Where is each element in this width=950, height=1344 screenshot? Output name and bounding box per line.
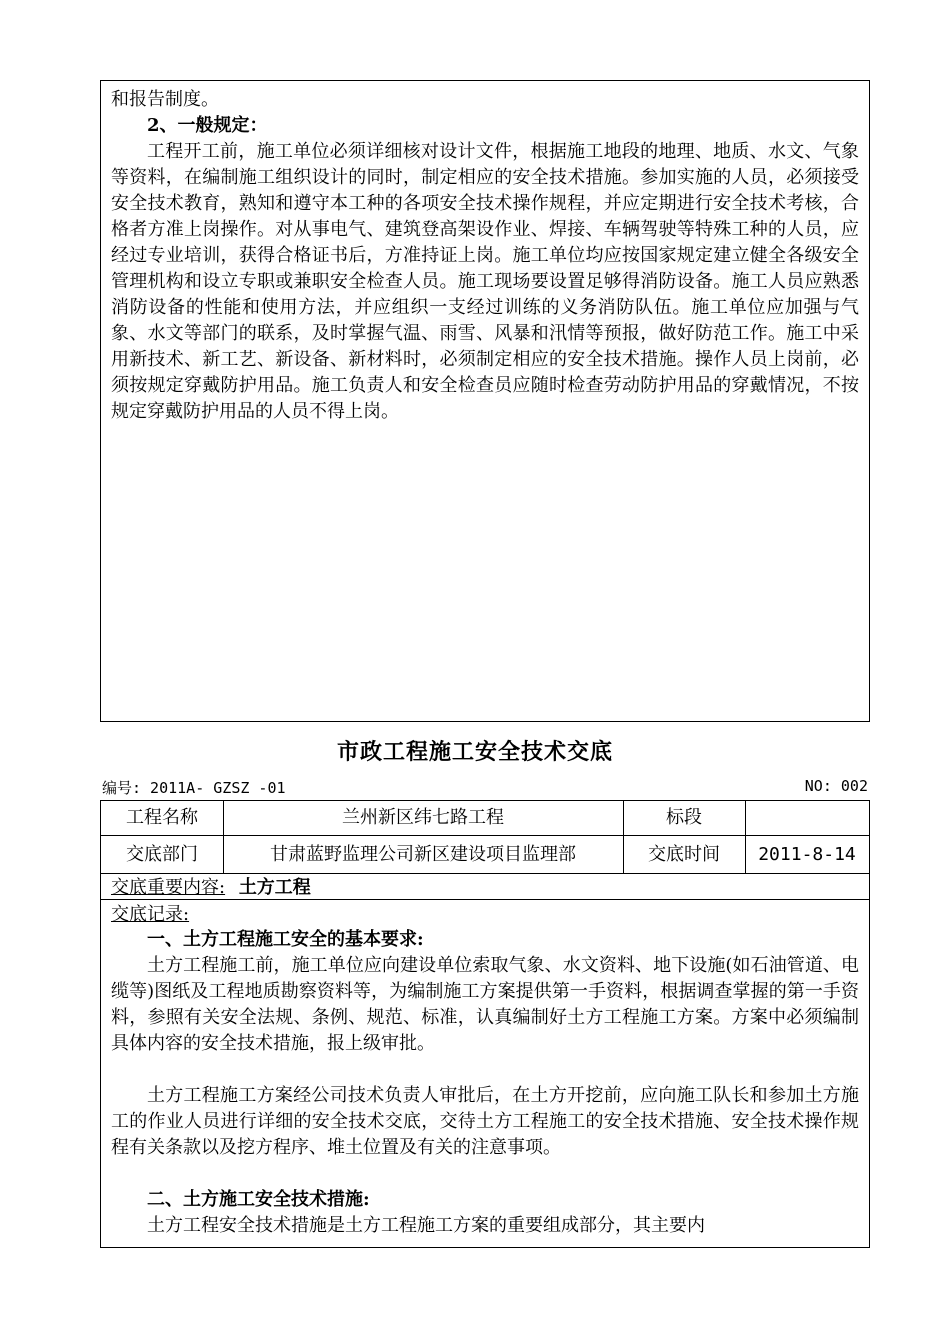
project-name-label: 工程名称 <box>126 807 198 828</box>
general-rules-heading: 2、一般规定： <box>147 115 268 136</box>
dept-label: 交底部门 <box>126 844 198 865</box>
dept-value: 甘肃蓝野监理公司新区建设项目监理部 <box>270 844 576 865</box>
briefing-form <box>100 800 870 1248</box>
basic-requirements-heading: 一、土方工程施工安全的基本要求: <box>147 929 424 950</box>
safety-measures-heading: 二、土方施工安全技术措施: <box>147 1189 370 1210</box>
continued-content-box <box>100 80 870 722</box>
record-label: 交底记录: <box>111 904 190 925</box>
document-number: NO: 002 <box>804 777 868 795</box>
document-code: 编号: 2011A- GZSZ -01 <box>102 779 286 797</box>
paragraph-2: 土方工程施工方案经公司技术负责人审批后，在土方开挖前，应向施工队长和参加土方施工的作业人员进行详细的安全技术交底，交待土方工程施工的安全技术措施、安全技术操作规程有关条款以及挖方程序、堆土位置及有关的注意事项。 <box>111 1085 859 1158</box>
table-row-divider <box>101 835 869 836</box>
document-title: 市政工程施工安全技术交底 <box>336 739 613 765</box>
time-value: 2011-8-14 <box>758 844 856 865</box>
project-name-value: 兰州新区纬七路工程 <box>342 807 504 828</box>
time-label: 交底时间 <box>648 844 720 865</box>
table-row-divider <box>101 873 869 874</box>
main-content-value: 土方工程 <box>238 877 311 898</box>
general-rules-body: 工程开工前，施工单位必须详细核对设计文件，根据施工地段的地理、地质、水文、气象等资料，在编制施工组织设计的同时，制定相应的安全技术措施。参加实施的人员，必须接受安全技术教育，熟知和遵守本工种的各项安全技术操作规程，并应定期进行安全技术考核，合格者方准上岗操作。对从事电气、建筑登高架设作业、焊接、车辆驾驶等特殊工种的人员，应经过专业培训，获得合格证书后，方准持证上岗。施工单位均应按国家规定建立健全各级安全管理机构和设立专职或兼职安全检查人员。施工现场要设置足够得消防设备。施工人员应熟悉消防设备的性能和使用方法，并应组织一支经过训练的义务消防队伍。施工单位应加强与气象、水文等部门的联系，及时掌握气温、雨雪、风暴和汛情等预报，做好防范工作。施工中采用新技术、新工艺、新设备、新材料时，必须制定相应的安全技术措施。操作人员上岗前，必须按规定穿戴防护用品。施工负责人和安全检查员应随时检查劳动防护用品的穿戴情况，不按规定穿戴防护用品的人员不得上岗。 <box>111 141 859 422</box>
main-content-row <box>111 875 311 901</box>
section-label: 标段 <box>666 807 702 828</box>
paragraph-3: 土方工程安全技术措施是土方工程施工方案的重要组成部分，其主要内 <box>147 1215 705 1236</box>
main-content-label: 交底重要内容: <box>111 877 226 898</box>
continued-line: 和报告制度。 <box>111 89 219 110</box>
content-divider <box>101 899 869 900</box>
paragraph-1: 土方工程施工前，施工单位应向建设单位索取气象、水文资料、地下设施(如石油管道、电缆等)图纸及工程地质勘察资料等，为编制施工方案提供第一手资料，根据调查掌握的第一手资料，参照有关安全法规、条例、规范、标准，认真编制好土方工程施工方案。方案中必须编制具体内容的安全技术措施，报上级审批。 <box>111 955 859 1054</box>
